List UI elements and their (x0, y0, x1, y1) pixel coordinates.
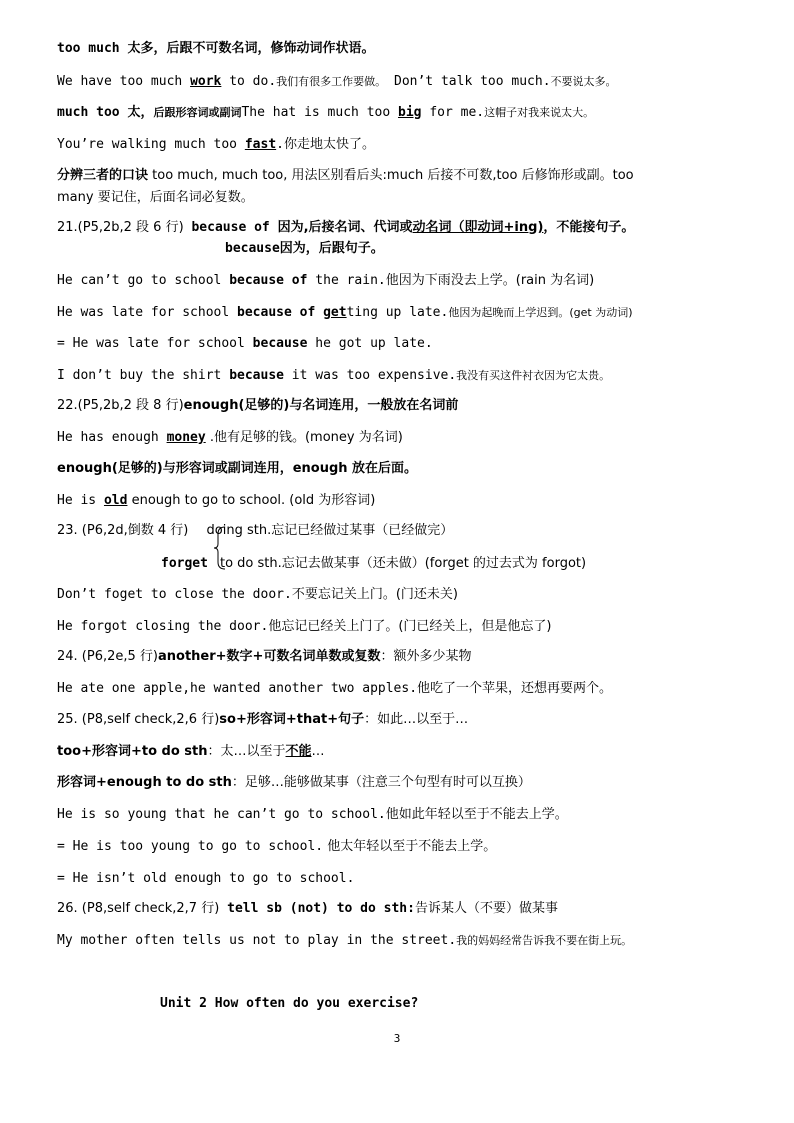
explanation: 因为，后跟句子。 (279, 241, 384, 256)
bold-phrase: because (229, 368, 284, 383)
explanation: enough(足够的)与形容词或副词连用，enough 放在后面。 (57, 461, 418, 476)
explanation: another+数字+可数名词单数或复数 (158, 649, 381, 664)
explanation: … (311, 744, 325, 759)
underlined-word: money (166, 430, 206, 445)
item-ref: 22.(P5,2b,2 段 8 行) (57, 398, 184, 413)
example-text: He forgot closing the door. (57, 619, 269, 634)
explanation: too+形容词+to do sth (57, 744, 208, 759)
example-because-of-1 (57, 272, 754, 289)
phrase-because-of: because of (183, 220, 278, 235)
underlined-word: big (398, 105, 422, 120)
translation: 他忘记已经关上门了。(门已经关上，但是他忘了) (268, 619, 552, 634)
explanation: so+形容词+that+句子 (219, 712, 365, 727)
example-text: He was late for school (57, 305, 238, 320)
translation: 他因为下雨没去上学。(rain 为名词) (385, 273, 595, 288)
bold-phrase: because of (237, 305, 324, 320)
explanation: 告诉某人（不要）做某事 (414, 901, 558, 916)
mnemonic-title: 分辨三者的口诀 (57, 168, 149, 183)
translation: 他因为起晚而上学迟到。(get 为动词) (448, 306, 633, 319)
explanation: 后跟形容词或副词 (153, 106, 242, 119)
example-text: to do. (221, 74, 277, 89)
example-text: The hat is much too (241, 105, 399, 120)
explanation: 太多，后跟不可数名词，修饰动词作状语。 (127, 41, 375, 56)
example-text: it was too expensive. (283, 368, 457, 383)
bold-phrase: because (252, 336, 308, 351)
example-enough-to (57, 870, 754, 887)
translation: 他太年轻以至于不能去上学。 (323, 839, 497, 854)
translation: .他有足够的钱。(money 为名词) (205, 430, 403, 445)
example-text: My mother often tells us not to play in the street. (57, 933, 457, 948)
translation: 他吃了一个苹果，还想再要两个。 (417, 681, 613, 696)
example-text: He ate one apple,he wanted another two apples. (57, 681, 418, 696)
explanation: ：太…以至于 (207, 744, 286, 759)
mnemonic-text: too much, much too, 用法区别看后头:much 后接不可数,too 后修饰形或副。too (148, 168, 634, 183)
rule-enough-to (57, 774, 754, 791)
explanation: ：足够…能够做某事（注意三个句型有时可以互换） (231, 775, 531, 790)
translation: 不要忘记关上门。(门还未关) (291, 587, 458, 602)
translation: 他如此年轻以至于不能去上学。 (385, 807, 568, 822)
explanation: enough(足够的)与名词连用，一般放在名词前 (183, 398, 459, 413)
example-because-4 (57, 367, 754, 384)
example-text: he got up late. (307, 336, 433, 351)
forget-to-do: to do sth.忘记去做某事（还未做）(forget 的过去式为 forgot) (219, 556, 587, 571)
item-ref: 25. (P8,self check,2,6 行) (57, 712, 220, 727)
example-too-much (57, 73, 754, 90)
example-text: He is (57, 493, 104, 508)
explanation-underlined: 不能 (285, 744, 312, 759)
rule-too-to (57, 743, 754, 760)
example-text: He can’t go to school (57, 273, 230, 288)
line-too-much (57, 40, 754, 57)
underlined-word: work (190, 74, 222, 89)
example-enough-2 (57, 492, 754, 509)
word-forget: forget (161, 556, 208, 571)
item-ref: 21.(P5,2b,2 段 6 行) (57, 220, 184, 235)
example-text: You’re walking much too (57, 137, 245, 152)
translation: 我们有很多工作要做。 (276, 75, 387, 88)
explanation: 形容词+enough to do sth (57, 775, 232, 790)
translation: 我没有买这件衬衣因为它太贵。 (456, 369, 611, 382)
mnemonic-line-2 (57, 189, 754, 206)
bold-phrase: because of (229, 273, 308, 288)
example-forget-1 (57, 586, 754, 603)
example-text: . (276, 137, 284, 152)
example-much-too (57, 136, 754, 153)
phrase-because: because (225, 241, 280, 256)
example-tell-sb (57, 932, 754, 949)
phrase-too-much: too much (57, 41, 128, 56)
example-text: He has enough (57, 430, 167, 445)
translation: 你走地太快了。 (283, 137, 375, 152)
page-number: 3 (393, 1032, 401, 1045)
example-enough-1 (57, 429, 754, 446)
translation: 不要说太多。 (550, 75, 617, 88)
example-text: ting up late. (346, 305, 449, 320)
example-so-that (57, 806, 754, 823)
unit-heading: Unit 2 How often do you exercise? (160, 996, 419, 1011)
mnemonic-line-1 (57, 167, 754, 184)
example-text: I don’t buy the shirt (57, 368, 230, 383)
explanation: ：如此…以至于… (364, 712, 469, 727)
example-because-3 (57, 335, 754, 352)
item-23-forget (161, 555, 754, 572)
example-another (57, 680, 754, 697)
explanation: 太， (127, 105, 154, 120)
underlined-word: fast (244, 137, 277, 152)
example-too-to (57, 838, 754, 855)
rule-enough-2 (57, 460, 754, 477)
underlined-word: old (103, 493, 128, 508)
example-text: We have too much (57, 74, 191, 89)
phrase-tell-sb: tell sb (not) to do sth: (219, 901, 415, 916)
line-much-too (57, 104, 754, 121)
phrase-much-too: much too (57, 105, 128, 120)
item-ref: 26. (P8,self check,2,7 行) (57, 901, 220, 916)
example-text: He is so young that he can’t go to school. (57, 807, 386, 822)
example-text: = He isn’t old enough to go to school. (57, 871, 355, 886)
explanation-underlined: 动名词（即动词+ing) (412, 220, 544, 235)
item-24 (57, 648, 754, 665)
item-23 (57, 522, 754, 539)
example-text: = He was late for school (57, 336, 253, 351)
example-forget-2 (57, 618, 754, 635)
item-21 (57, 219, 754, 236)
translation: 我的妈妈经常告诉我不要在街上玩。 (456, 934, 633, 947)
underlined-word: get (323, 305, 347, 320)
explanation: ，不能接句子。 (543, 220, 635, 235)
translation: enough to go to school. (old 为形容词) (127, 493, 376, 508)
explanation: ：额外多少某物 (380, 649, 472, 664)
item-22 (57, 397, 754, 414)
example-text: for me. (421, 105, 485, 120)
example-text: the rain. (307, 273, 386, 288)
translation: 这帽子对我来说太大。 (484, 106, 595, 119)
mnemonic-text: many 要记住，后面名词必复数。 (57, 190, 254, 205)
example-text: Don’t talk too much. (386, 74, 551, 89)
example-text: Don’t foget to close the door. (57, 587, 292, 602)
item-26 (57, 900, 754, 917)
forget-doing: doing sth.忘记已经做过某事（已经做完） (202, 523, 454, 538)
item-25 (57, 711, 754, 728)
example-text: = He is too young to go to school. (57, 839, 324, 854)
item-ref: 24. (P6,2e,5 行) (57, 649, 158, 664)
item-ref: 23. (P6,2d,倒数 4 行) (57, 523, 189, 538)
item-21-because (225, 240, 754, 257)
explanation: 因为,后接名词、代词或 (277, 220, 413, 235)
example-because-of-2 (57, 304, 754, 321)
